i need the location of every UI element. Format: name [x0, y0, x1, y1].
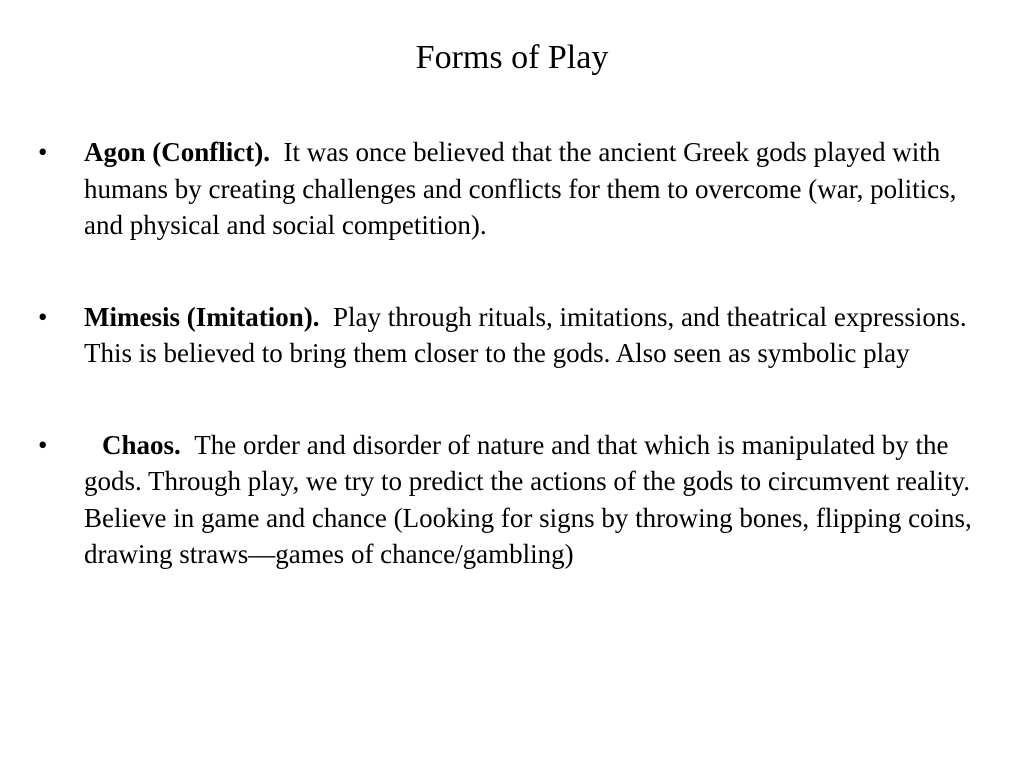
- bullet-text: The order and disorder of nature and that which is manipulated by the gods. Through play, we try to predict the actions of the gods to circumvent reality. Believe in game and chance (Looking for signs by throwing bones, flipping coins, drawing straws—games of chance/gambling): [84, 429, 972, 569]
- bullet-item-chaos: [38, 427, 998, 573]
- bullet-text: It was once believed that the ancient Greek gods played with humans by creating challenges and conflicts for them to overcome (war, politics, and physical and social competition).: [84, 137, 957, 240]
- slide-title: Forms of Play: [415, 39, 609, 76]
- bullet-item-agon: [38, 134, 998, 244]
- bullet-list: [38, 134, 998, 628]
- bullet-icon: •: [38, 301, 48, 332]
- bullet-icon: •: [38, 429, 48, 460]
- bullet-icon: •: [38, 137, 48, 167]
- bullet-text: Play through rituals, imitations, and theatrical expressions. This is believed to bring them closer to the gods. Also seen as symbolic play: [84, 301, 967, 368]
- bullet-item-mimesis: [38, 299, 998, 372]
- bullet-term: Agon (Conflict).: [84, 137, 270, 167]
- bullet-term: Chaos.: [102, 429, 181, 460]
- bullet-term: Mimesis (Imitation).: [84, 301, 320, 332]
